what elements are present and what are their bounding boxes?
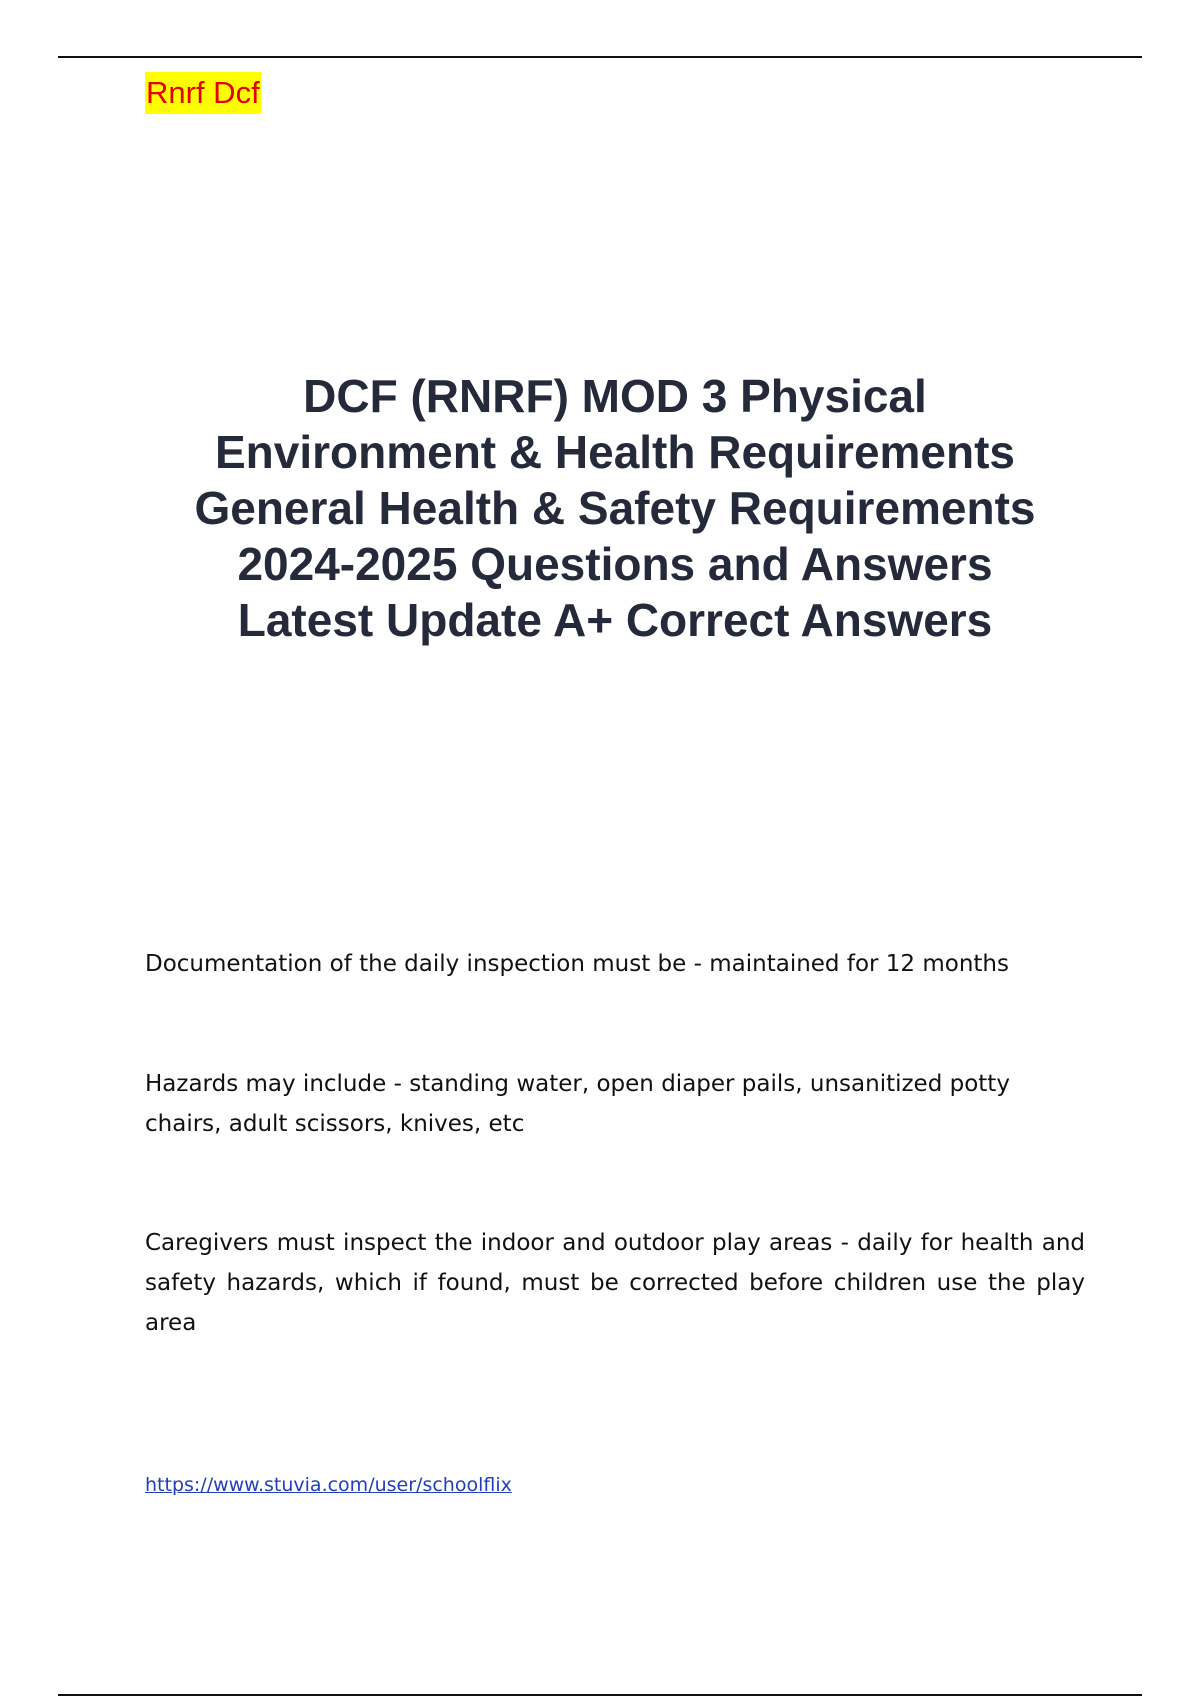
title-line: General Health & Safety Requirements <box>194 482 1036 534</box>
qa-question: Documentation of the daily inspection must be <box>145 951 687 977</box>
qa-question: Caregivers must inspect the indoor and outdoor play areas <box>145 1230 833 1256</box>
document-title <box>145 368 1085 648</box>
title-line: Latest Update A+ Correct Answers <box>237 594 993 646</box>
qa-answer: daily for health and safety hazards, which if found, must be corrected before children use the play area <box>145 1230 1085 1336</box>
title-line: Environment & Health Requirements <box>214 426 1016 478</box>
qa-separator: - <box>386 1071 410 1097</box>
top-rule <box>58 56 1142 58</box>
header-tag: Rnrf Dcf <box>145 72 261 114</box>
bottom-rule <box>58 1694 1142 1696</box>
title-line: 2024-2025 Questions and Answers <box>237 538 993 590</box>
qa-item <box>145 944 1085 984</box>
qa-item <box>145 1064 1085 1144</box>
seller-profile-link[interactable]: https://www.stuvia.com/user/schoolflix <box>145 1474 512 1496</box>
qa-answer: maintained for 12 months <box>709 951 1009 977</box>
qa-item <box>145 1223 1085 1343</box>
title-line: DCF (RNRF) MOD 3 Physical <box>303 370 927 422</box>
qa-separator: - <box>686 951 710 977</box>
qa-question: Hazards may include <box>145 1071 387 1097</box>
qa-answer: standing water, open diaper pails, unsanitized potty chairs, adult scissors, knives, etc <box>145 1071 1010 1137</box>
qa-separator: - <box>832 1230 858 1256</box>
